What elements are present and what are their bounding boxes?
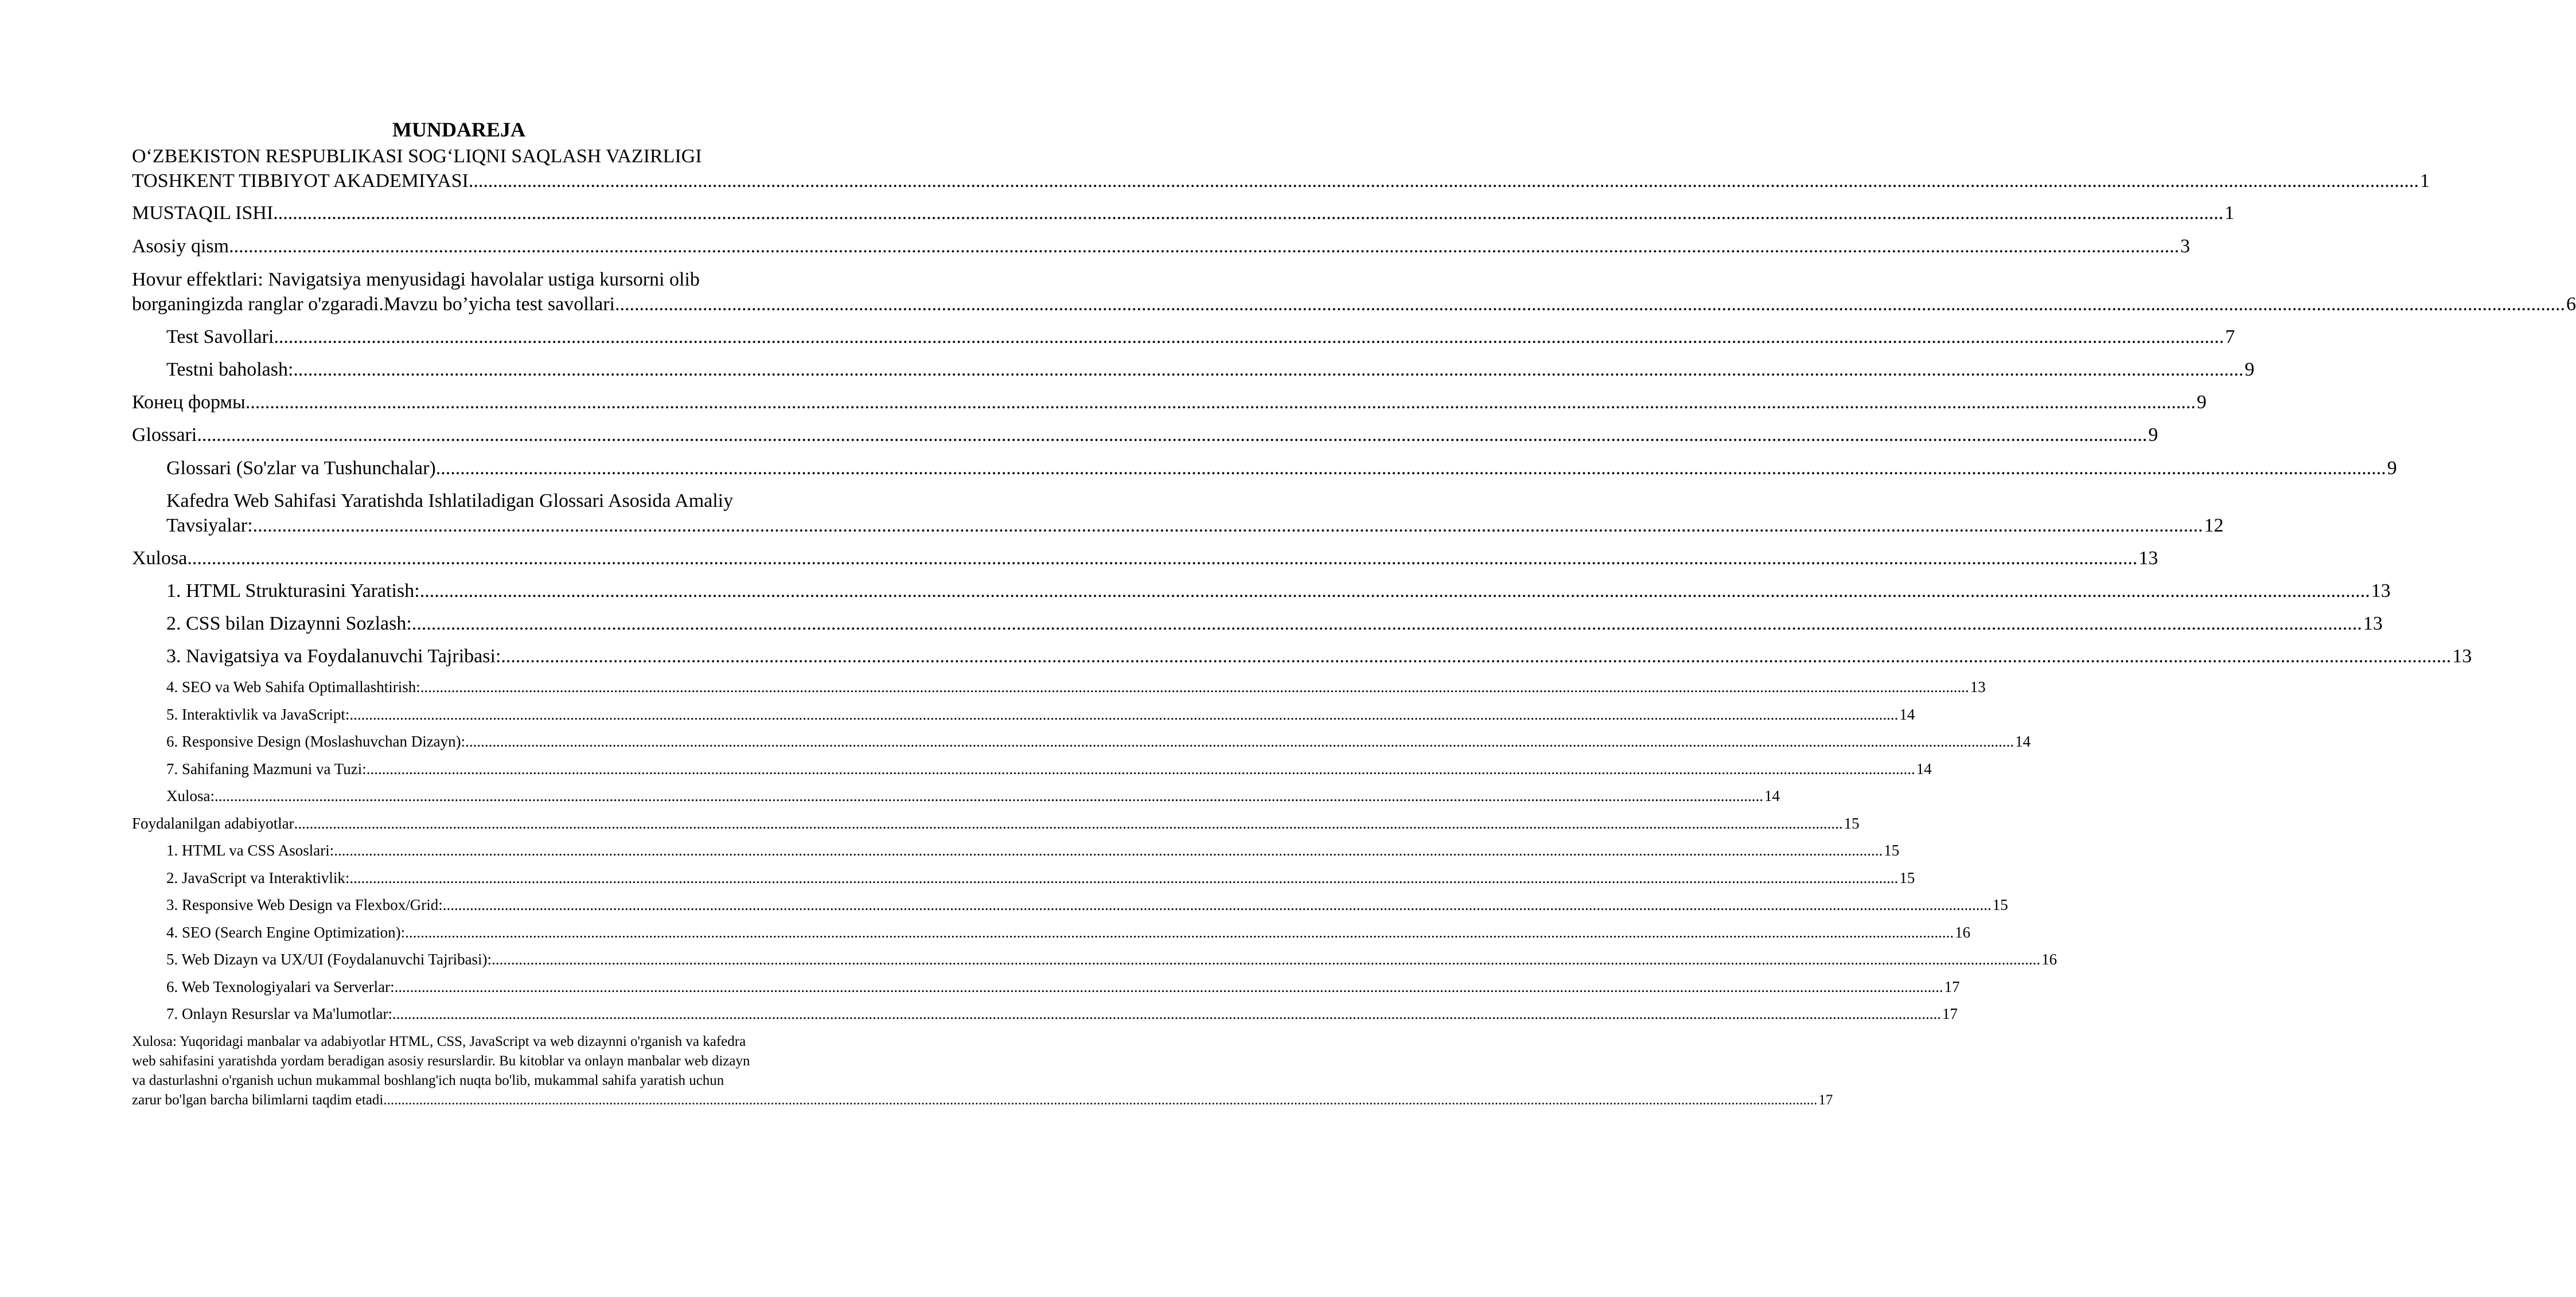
toc-page-number: 17	[1942, 1005, 1958, 1022]
toc-entry-text: Xulosa:	[166, 787, 215, 804]
dot-leader: ................................................................................................................................................................................................................................................................................................................................................................................................................	[405, 924, 1954, 941]
toc-entry-text: Testni baholash:	[166, 359, 294, 380]
dot-leader: ................................................................................................................................................................................................................................................................................................................................................................................................................	[215, 787, 1763, 804]
dot-leader: ................................................................................................................................................................................................................................................................................................................................................................................................................	[392, 1005, 1942, 1022]
toc-entry[interactable]	[166, 923, 1971, 942]
toc-entry[interactable]	[132, 1032, 1833, 1110]
toc-page-number: 9	[2148, 424, 2158, 446]
toc-entry-text: va dasturlashni o'rganish uchun mukammal boshlang'ich nuqta bo'lib, mukammal sahifa yaratish uchun	[132, 1073, 724, 1088]
toc-entry-text: web sahifasini yaratishda yordam beradigan asosiy resurslardir. Bu kitoblar va onlayn manbalar web dizayn	[132, 1053, 750, 1069]
dot-leader: ................................................................................................................................................................................................................................................................................................................................................................................................................	[442, 896, 1992, 913]
toc-entry[interactable]	[132, 234, 2191, 259]
toc-entry[interactable]	[166, 677, 1986, 697]
toc-entry[interactable]	[166, 895, 2008, 915]
toc-page-number: 7	[2225, 326, 2235, 347]
toc-entry[interactable]	[166, 841, 1900, 860]
toc-page-number: 17	[1944, 978, 1960, 995]
dot-leader: ................................................................................................................................................................................................................................................................................................................................................................................................................	[349, 869, 1899, 886]
toc-page-number: 16	[1955, 924, 1971, 941]
toc-page-number: 15	[1899, 869, 1915, 886]
toc-page-number: 3	[2180, 236, 2191, 257]
toc-entry[interactable]	[166, 579, 2391, 603]
toc-page-number: 17	[1818, 1092, 1833, 1108]
toc-entry-text: borganingizda ranglar o'zgaradi.Mavzu bo’yicha test savollari	[132, 294, 615, 315]
toc-entry-text: 6. Web Texnologiyalari va Serverlar:	[166, 978, 395, 995]
toc-entry[interactable]	[166, 357, 2255, 382]
dot-leader: ................................................................................................................................................................................................................................................................................................................................................................................................................	[294, 815, 1843, 832]
toc-entry-text: Tavsiyalar:	[166, 515, 253, 536]
toc-entry[interactable]	[166, 1004, 1958, 1023]
toc-page-number: 16	[2041, 951, 2057, 968]
toc-page-number: 1	[2419, 170, 2430, 192]
dot-leader: ................................................................................................................................................................................................................................................................................................................................................................................................................	[492, 951, 2041, 968]
dot-leader: ................................................................................................................................................................................................................................................................................................................................................................................................................	[293, 359, 2244, 380]
toc-title: MUNDAREJA	[392, 118, 525, 141]
dot-leader: ................................................................................................................................................................................................................................................................................................................................................................................................................	[229, 236, 2180, 257]
dot-leader: ................................................................................................................................................................................................................................................................................................................................................................................................................	[394, 978, 1943, 995]
toc-entry-text: 2. JavaScript va Interaktivlik:	[166, 869, 350, 886]
toc-page-number: 15	[1884, 842, 1900, 859]
toc-entry[interactable]	[166, 950, 2057, 969]
toc-entry[interactable]	[166, 786, 1780, 806]
toc-entry-text: Конец формы	[132, 392, 245, 413]
toc-entry[interactable]	[166, 732, 2031, 751]
toc-entry-text: TOSHKENT TIBBIYOT AKADEMIYASI	[132, 170, 469, 192]
toc-page-number: 9	[2387, 458, 2397, 479]
toc-entry-text: 3. Responsive Web Design va Flexbox/Grid:	[166, 896, 443, 913]
toc-entry[interactable]	[166, 325, 2235, 349]
toc-entry[interactable]	[132, 390, 2207, 415]
dot-leader: ................................................................................................................................................................................................................................................................................................................................................................................................................	[366, 760, 1915, 778]
dot-leader: ................................................................................................................................................................................................................................................................................................................................................................................................................	[468, 170, 2419, 192]
toc-entry-text: 4. SEO va Web Sahifa Optimallashtirish:	[166, 678, 420, 696]
toc-entry[interactable]	[166, 611, 2383, 636]
toc-entry-text: 3. Navigatsiya va Foydalanuvchi Tajribasi:	[166, 646, 501, 667]
toc-entry[interactable]	[132, 546, 2158, 571]
toc-entry-text: Asosiy qism	[132, 236, 229, 257]
toc-entry-text: zarur bo'lgan barcha bilimlarni taqdim etadi	[132, 1092, 384, 1108]
dot-leader: ................................................................................................................................................................................................................................................................................................................................................................................................................	[465, 733, 2014, 750]
dot-leader: ................................................................................................................................................................................................................................................................................................................................................................................................................	[419, 580, 2370, 601]
toc-page-number: 13	[2452, 646, 2472, 667]
toc-entry-text: 2. CSS bilan Dizaynni Sozlash:	[166, 613, 412, 634]
toc-entry-text: 4. SEO (Search Engine Optimization):	[166, 924, 406, 941]
toc-entry-text: 1. HTML Strukturasini Yaratish:	[166, 580, 420, 601]
toc-entry-text: Hovur effektlari: Navigatsiya menyusidagi havolalar ustiga kursorni olib	[132, 269, 700, 290]
toc-page-number: 13	[2363, 613, 2383, 634]
dot-leader: ................................................................................................................................................................................................................................................................................................................................................................................................................	[383, 1092, 1818, 1108]
toc-entry-text: Glossari	[132, 424, 197, 446]
dot-leader: ................................................................................................................................................................................................................................................................................................................................................................................................................	[420, 678, 1969, 696]
toc-entry-text: Xulosa: Yuqoridagi manbalar va adabiyotlar HTML, CSS, JavaScript va web dizaynni o'rganish va kafedra	[132, 1034, 746, 1049]
toc-entry-text: 5. Interaktivlik va JavaScript:	[166, 706, 350, 723]
toc-entry[interactable]	[166, 489, 2224, 538]
toc-entry-text: 1. HTML va CSS Asoslari:	[166, 842, 334, 859]
toc-page-number: 6	[2566, 294, 2576, 315]
dot-leader: ................................................................................................................................................................................................................................................................................................................................................................................................................	[274, 326, 2224, 347]
toc-page-number: 15	[1992, 896, 2008, 913]
toc-entry[interactable]	[166, 868, 1915, 888]
toc-page-number: 9	[2244, 359, 2255, 380]
toc-entry[interactable]	[132, 201, 2235, 225]
toc-entry[interactable]	[166, 456, 2397, 480]
toc-entry-text: 5. Web Dizayn va UX/UI (Foydalanuvchi Tajribasi):	[166, 951, 492, 968]
dot-leader: ................................................................................................................................................................................................................................................................................................................................................................................................................	[187, 548, 2138, 569]
toc-page-number: 12	[2204, 515, 2224, 536]
toc-entry-text: Xulosa	[132, 548, 188, 569]
toc-entry[interactable]	[166, 705, 1915, 724]
dot-leader: ................................................................................................................................................................................................................................................................................................................................................................................................................	[334, 842, 1883, 859]
toc-entry[interactable]	[132, 144, 2430, 193]
toc-entry[interactable]	[166, 977, 1960, 997]
toc-page-number: 14	[1916, 760, 1932, 778]
dot-leader: ................................................................................................................................................................................................................................................................................................................................................................................................................	[349, 706, 1899, 723]
toc-entry-text: Foydalanilgan adabiyotlar	[132, 815, 294, 832]
dot-leader: ................................................................................................................................................................................................................................................................................................................................................................................................................	[411, 613, 2362, 634]
toc-page-number: 15	[1844, 815, 1860, 832]
toc-page-number: 14	[2015, 733, 2031, 750]
toc-entry[interactable]	[132, 267, 2576, 317]
toc-page-number: 13	[1970, 678, 1986, 696]
toc-entry-text: 7. Sahifaning Mazmuni va Tuzi:	[166, 760, 367, 778]
dot-leader: ................................................................................................................................................................................................................................................................................................................................................................................................................	[273, 202, 2224, 224]
dot-leader: ................................................................................................................................................................................................................................................................................................................................................................................................................	[252, 515, 2203, 536]
toc-entry[interactable]	[132, 423, 2158, 447]
toc-entry[interactable]	[166, 759, 1932, 779]
dot-leader: ................................................................................................................................................................................................................................................................................................................................................................................................................	[501, 646, 2452, 667]
toc-entry-text: MUSTAQIL ISHI	[132, 202, 274, 224]
toc-entry-text: Glossari (So'zlar va Tushunchalar)	[166, 458, 436, 479]
toc-entry[interactable]	[132, 814, 1860, 833]
toc-entry-text: 6. Responsive Design (Moslashuvchan Dizayn):	[166, 733, 466, 750]
dot-leader: ................................................................................................................................................................................................................................................................................................................................................................................................................	[197, 424, 2148, 446]
dot-leader: ................................................................................................................................................................................................................................................................................................................................................................................................................	[614, 294, 2565, 315]
toc-entry-text: 7. Onlayn Resurslar va Ma'lumotlar:	[166, 1005, 393, 1022]
toc-page-number: 14	[1899, 706, 1915, 723]
toc-page-number: 14	[1764, 787, 1780, 804]
toc-page-number: 9	[2196, 392, 2207, 413]
toc-entry-text: Test Savollari	[166, 326, 274, 347]
dot-leader: ................................................................................................................................................................................................................................................................................................................................................................................................................	[435, 458, 2386, 479]
toc-entry-text: Kafedra Web Sahifasi Yaratishda Ishlatiladigan Glossari Asosida Amaliy	[166, 490, 734, 511]
toc-page-number: 13	[2138, 548, 2158, 569]
toc-entry[interactable]	[166, 644, 2472, 669]
toc-page-number: 13	[2371, 580, 2391, 601]
toc-entry-text: O‘ZBEKISTON RESPUBLIKASI SOG‘LIQNI SAQLASH VAZIRLIGI	[132, 146, 702, 167]
toc-page-number: 1	[2224, 202, 2235, 224]
dot-leader: ................................................................................................................................................................................................................................................................................................................................................................................................................	[245, 392, 2196, 413]
